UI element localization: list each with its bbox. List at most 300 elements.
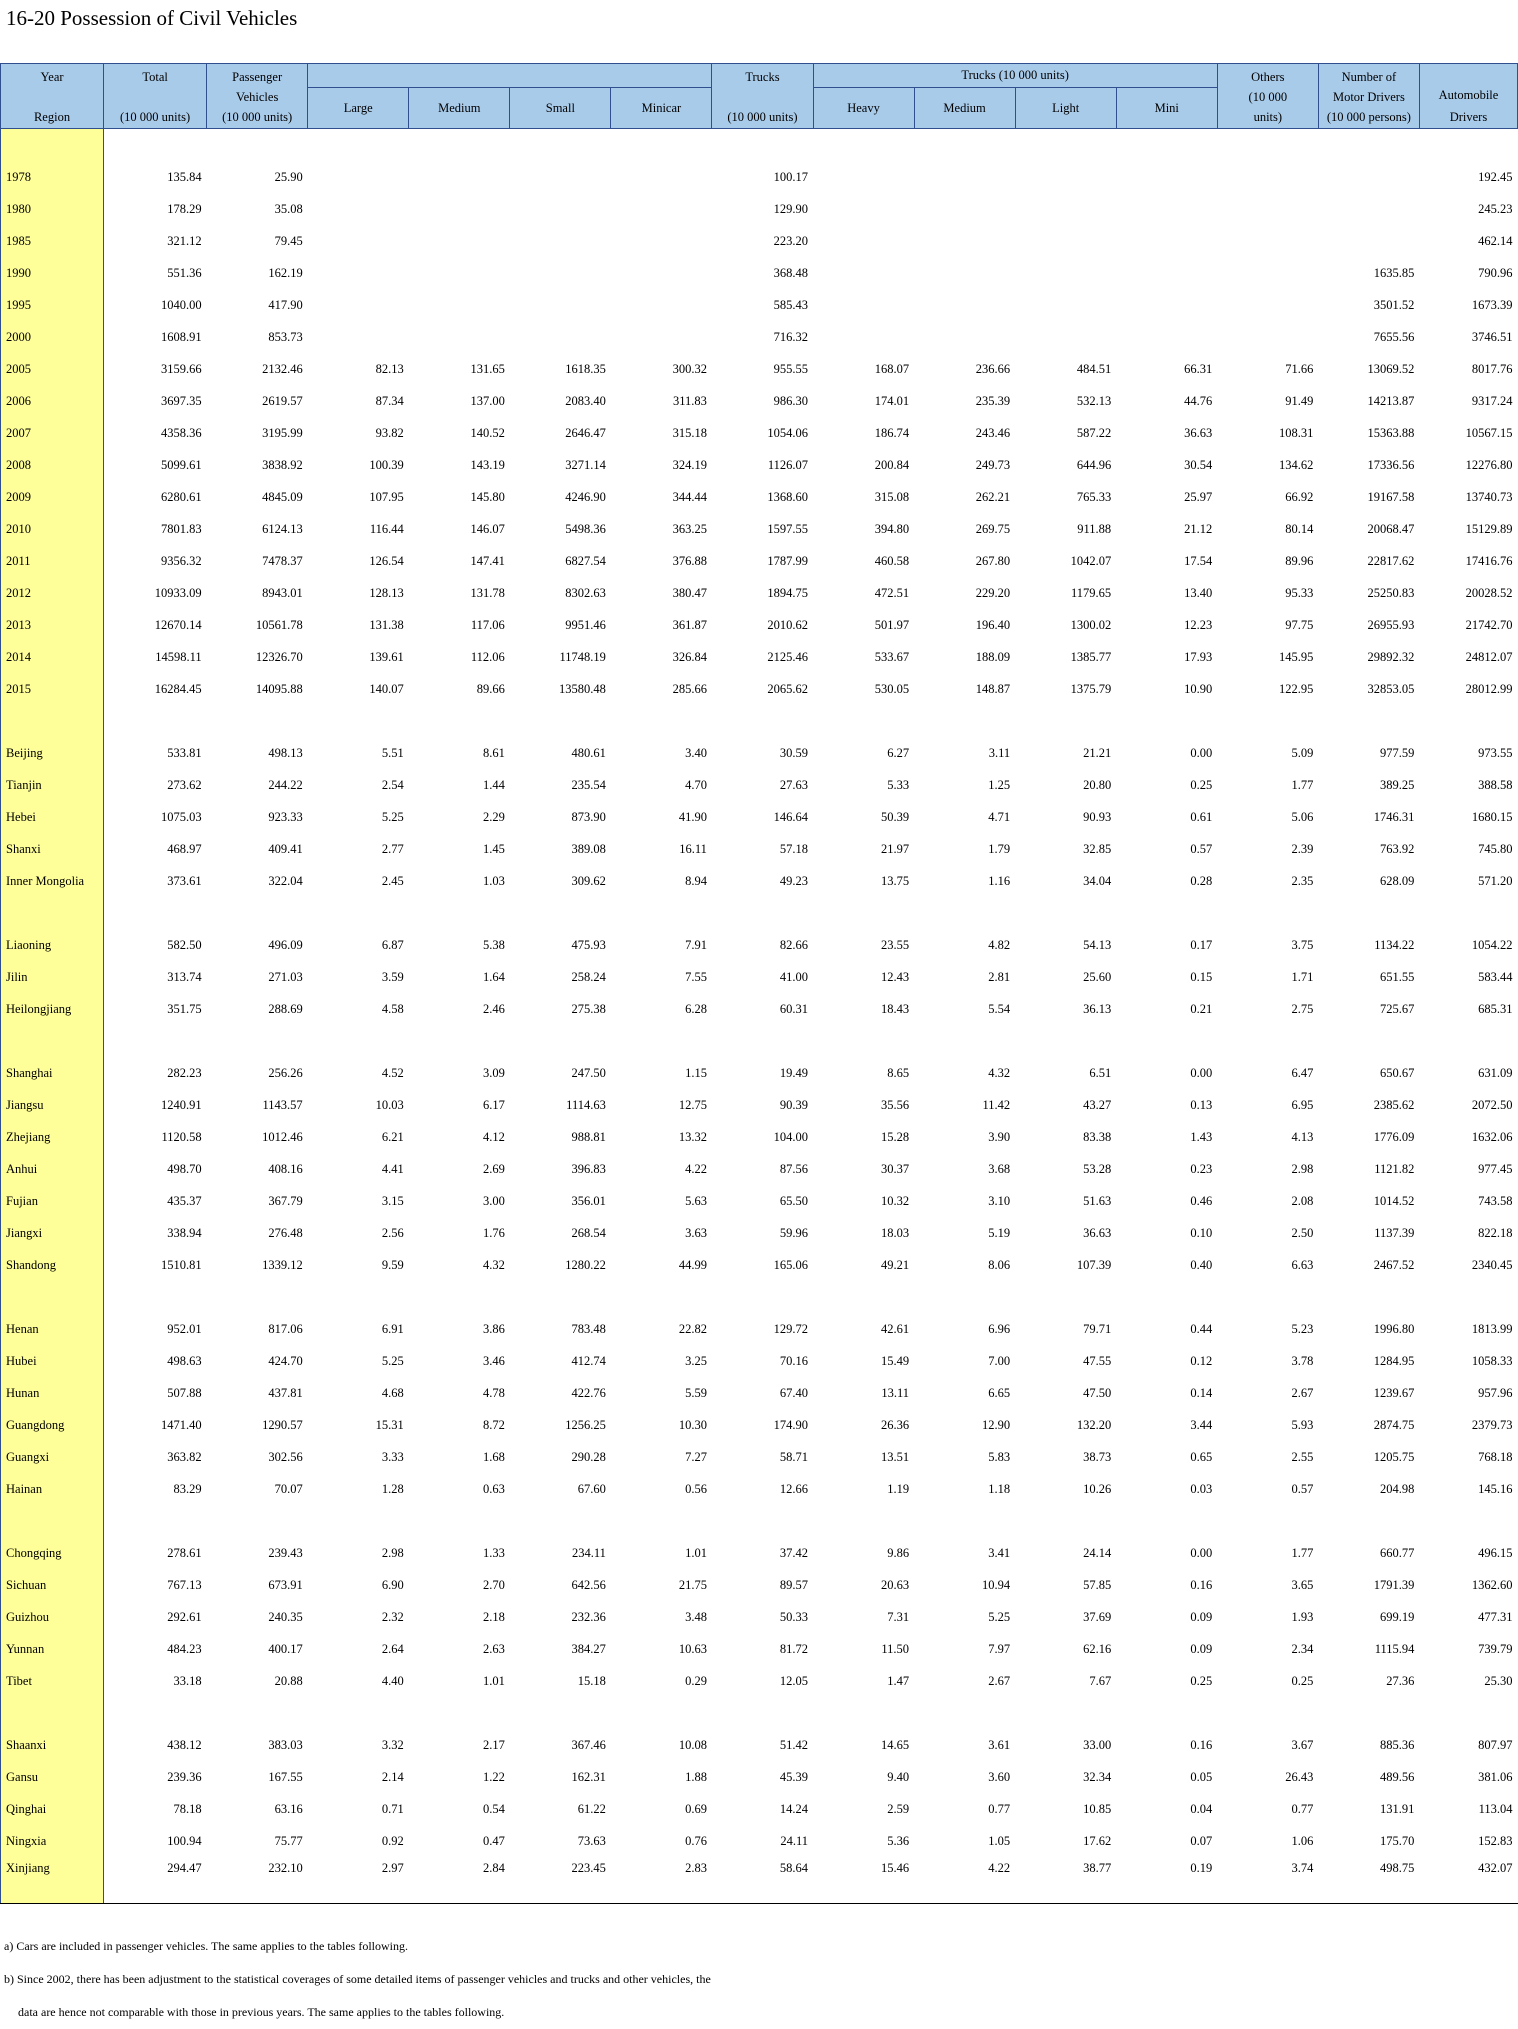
table-cell: 247.50 bbox=[571, 1065, 606, 1080]
table-cell: 338.94 bbox=[167, 1225, 202, 1240]
table-cell: 20.63 bbox=[880, 1577, 910, 1592]
table-cell bbox=[813, 321, 914, 353]
table-cell: 1.88 bbox=[685, 1769, 707, 1784]
table-cell: 20068.47 bbox=[1367, 521, 1415, 536]
table-cell: 3697.35 bbox=[161, 393, 202, 408]
table-cell: 1.28 bbox=[381, 1481, 404, 1496]
table-cell: 1.77 bbox=[1291, 1545, 1314, 1560]
table-cell: 80.14 bbox=[1285, 521, 1314, 536]
spacer-row bbox=[1, 1281, 1518, 1313]
table-row bbox=[1, 577, 1518, 609]
header-auto-drivers: Automobile Drivers bbox=[1419, 64, 1517, 129]
table-cell: 112.06 bbox=[470, 649, 505, 664]
table-cell: 15.31 bbox=[375, 1417, 404, 1432]
table-cell: 9.40 bbox=[887, 1769, 910, 1784]
table-cell bbox=[510, 225, 611, 257]
table-cell: 1.01 bbox=[482, 1673, 505, 1688]
table-cell: 6.27 bbox=[887, 745, 910, 760]
table-cell: 288.69 bbox=[268, 1001, 303, 1016]
table-cell: 1.25 bbox=[988, 777, 1011, 792]
table-cell: 13.11 bbox=[881, 1385, 910, 1400]
table-cell: 763.92 bbox=[1380, 841, 1415, 856]
table-cell: 50.33 bbox=[779, 1609, 808, 1624]
table-cell: 175.70 bbox=[1380, 1833, 1415, 1848]
table-cell: 5.38 bbox=[482, 937, 505, 952]
table-cell: 13.40 bbox=[1184, 585, 1213, 600]
table-cell: 51.63 bbox=[1083, 1193, 1112, 1208]
table-cell: 1042.07 bbox=[1070, 553, 1112, 568]
table-cell: 408.16 bbox=[268, 1161, 303, 1176]
table-cell: 67.60 bbox=[577, 1481, 606, 1496]
table-cell: 530.05 bbox=[874, 681, 910, 696]
header-passenger-blank bbox=[308, 64, 712, 88]
table-cell: 1339.12 bbox=[262, 1257, 303, 1272]
row-label: 2009 bbox=[1, 481, 104, 513]
table-cell: 6827.54 bbox=[565, 553, 606, 568]
table-cell: 2.98 bbox=[1291, 1161, 1314, 1176]
table-cell bbox=[914, 257, 1015, 289]
table-cell: 26.43 bbox=[1285, 1769, 1314, 1784]
row-label: 2005 bbox=[1, 353, 104, 385]
table-cell: 0.47 bbox=[482, 1833, 505, 1848]
table-cell: 5.93 bbox=[1291, 1417, 1314, 1432]
table-cell: 87.34 bbox=[375, 393, 404, 408]
table-cell: 1114.63 bbox=[566, 1097, 606, 1112]
table-cell: 108.31 bbox=[1278, 425, 1314, 440]
table-cell: 383.03 bbox=[268, 1737, 303, 1752]
table-cell: 322.04 bbox=[268, 873, 303, 888]
table-cell: 300.32 bbox=[672, 361, 707, 376]
table-cell: 87.56 bbox=[779, 1161, 808, 1176]
table-cell: 152.83 bbox=[1478, 1833, 1513, 1848]
table-cell bbox=[1015, 321, 1116, 353]
header-small: Small bbox=[510, 88, 611, 129]
table-cell: 1362.60 bbox=[1471, 1577, 1513, 1592]
table-cell bbox=[914, 161, 1015, 193]
table-cell: 2.32 bbox=[381, 1609, 404, 1624]
table-cell: 51.42 bbox=[779, 1737, 808, 1752]
table-cell: 2.67 bbox=[988, 1673, 1011, 1688]
table-cell: 1.06 bbox=[1291, 1833, 1314, 1848]
table-cell: 28012.99 bbox=[1465, 681, 1513, 696]
table-cell: 239.36 bbox=[167, 1769, 202, 1784]
table-cell: 2.98 bbox=[381, 1545, 404, 1560]
table-cell: 0.13 bbox=[1190, 1097, 1213, 1112]
table-row bbox=[1, 929, 1518, 961]
table-cell: 38.73 bbox=[1083, 1449, 1112, 1464]
table-cell bbox=[1116, 257, 1217, 289]
table-cell: 2467.52 bbox=[1373, 1257, 1415, 1272]
table-cell: 1.33 bbox=[482, 1545, 505, 1560]
table-cell: 73.63 bbox=[577, 1833, 606, 1848]
table-row bbox=[1, 1601, 1518, 1633]
table-cell: 2.59 bbox=[887, 1801, 910, 1816]
table-cell: 3746.51 bbox=[1471, 329, 1513, 344]
table-cell: 122.95 bbox=[1278, 681, 1314, 696]
table-cell: 278.61 bbox=[167, 1545, 202, 1560]
table-cell: 0.05 bbox=[1190, 1769, 1213, 1784]
table-cell: 7.91 bbox=[685, 937, 707, 952]
table-cell: 107.95 bbox=[369, 489, 404, 504]
table-cell: 642.56 bbox=[571, 1577, 606, 1592]
row-label: Heilongjiang bbox=[1, 993, 104, 1025]
table-cell bbox=[409, 289, 510, 321]
table-cell bbox=[1217, 225, 1318, 257]
spacer-row bbox=[1, 897, 1518, 929]
table-cell bbox=[308, 321, 409, 353]
table-cell: 0.76 bbox=[685, 1833, 707, 1848]
table-cell: 3271.14 bbox=[565, 457, 606, 472]
table-cell: 0.61 bbox=[1190, 809, 1213, 824]
table-cell: 7.67 bbox=[1089, 1673, 1112, 1688]
table-cell: 309.62 bbox=[571, 873, 606, 888]
table-row bbox=[1, 161, 1518, 193]
table-cell: 1471.40 bbox=[161, 1417, 202, 1432]
table-cell: 57.18 bbox=[779, 841, 808, 856]
table-cell: 0.07 bbox=[1190, 1833, 1213, 1848]
table-cell: 1680.15 bbox=[1471, 809, 1513, 824]
table-cell: 5.33 bbox=[887, 777, 910, 792]
table-cell: 24.11 bbox=[780, 1833, 808, 1848]
table-cell: 783.48 bbox=[571, 1321, 606, 1336]
table-row bbox=[1, 545, 1518, 577]
table-cell: 1.22 bbox=[482, 1769, 505, 1784]
table-cell: 13740.73 bbox=[1465, 489, 1513, 504]
table-cell: 1.64 bbox=[482, 969, 505, 984]
table-cell: 12.75 bbox=[678, 1097, 707, 1112]
table-cell: 7.27 bbox=[685, 1449, 707, 1464]
table-cell: 83.29 bbox=[173, 1481, 202, 1496]
table-cell: 140.52 bbox=[470, 425, 505, 440]
table-cell bbox=[1116, 225, 1217, 257]
table-cell: 82.66 bbox=[779, 937, 808, 952]
table-cell: 1040.00 bbox=[161, 297, 202, 312]
table-cell: 739.79 bbox=[1478, 1641, 1513, 1656]
table-cell: 89.66 bbox=[476, 681, 505, 696]
table-cell bbox=[1015, 257, 1116, 289]
table-cell: 2.81 bbox=[988, 969, 1011, 984]
table-cell: 743.58 bbox=[1478, 1193, 1513, 1208]
table-row bbox=[1, 1793, 1518, 1825]
table-cell: 178.29 bbox=[167, 201, 202, 216]
table-cell: 363.82 bbox=[167, 1449, 202, 1464]
table-cell: 90.93 bbox=[1083, 809, 1112, 824]
table-row bbox=[1, 385, 1518, 417]
table-cell: 49.21 bbox=[880, 1257, 910, 1272]
table-cell: 47.50 bbox=[1083, 1385, 1112, 1400]
table-cell: 7.31 bbox=[887, 1609, 910, 1624]
row-label: Jiangxi bbox=[1, 1217, 104, 1249]
table-cell: 10.63 bbox=[678, 1641, 707, 1656]
row-label: Beijing bbox=[1, 737, 104, 769]
header-trucks: Trucks (10 000 units) bbox=[712, 64, 813, 129]
table-cell: 4.58 bbox=[381, 1001, 404, 1016]
table-cell: 235.39 bbox=[975, 393, 1011, 408]
table-cell: 167.55 bbox=[268, 1769, 303, 1784]
table-row bbox=[1, 673, 1518, 705]
row-label: 2014 bbox=[1, 641, 104, 673]
table-row bbox=[1, 1825, 1518, 1857]
table-cell: 129.72 bbox=[773, 1321, 808, 1336]
table-cell: 496.15 bbox=[1478, 1545, 1513, 1560]
table-cell: 15363.88 bbox=[1367, 425, 1415, 440]
table-cell: 351.75 bbox=[167, 1001, 202, 1016]
header-passenger: Passenger Vehicles (10 000 units) bbox=[207, 64, 308, 129]
table-cell: 15.49 bbox=[880, 1353, 910, 1368]
table-cell: 27.36 bbox=[1386, 1673, 1415, 1688]
table-cell: 131.65 bbox=[470, 361, 505, 376]
row-label: Chongqing bbox=[1, 1537, 104, 1569]
table-cell: 146.64 bbox=[773, 809, 808, 824]
table-cell: 4.82 bbox=[988, 937, 1011, 952]
table-cell bbox=[1217, 161, 1318, 193]
table-cell: 437.81 bbox=[268, 1385, 303, 1400]
table-cell: 0.00 bbox=[1190, 1065, 1213, 1080]
table-cell: 15129.89 bbox=[1465, 521, 1513, 536]
table-cell: 3.67 bbox=[1291, 1737, 1314, 1752]
table-cell: 36.13 bbox=[1083, 1001, 1112, 1016]
table-cell: 78.18 bbox=[173, 1801, 202, 1816]
table-cell: 0.40 bbox=[1190, 1257, 1213, 1272]
table-cell: 2.54 bbox=[381, 777, 404, 792]
table-cell: 2379.73 bbox=[1471, 1417, 1513, 1432]
table-cell: 2.39 bbox=[1291, 841, 1314, 856]
table-cell: 5.23 bbox=[1291, 1321, 1314, 1336]
table-row bbox=[1, 1633, 1518, 1665]
table-cell: 4.70 bbox=[685, 777, 707, 792]
table-row bbox=[1, 1665, 1518, 1697]
row-label: Inner Mongolia bbox=[1, 865, 104, 897]
table-cell: 4246.90 bbox=[565, 489, 606, 504]
row-label: Jilin bbox=[1, 961, 104, 993]
table-row bbox=[1, 609, 1518, 641]
table-cell bbox=[611, 321, 712, 353]
table-cell: 13.32 bbox=[678, 1129, 707, 1144]
table-cell: 32.85 bbox=[1083, 841, 1112, 856]
table-cell: 361.87 bbox=[672, 617, 707, 632]
table-cell: 2646.47 bbox=[565, 425, 606, 440]
table-cell: 3.65 bbox=[1291, 1577, 1314, 1592]
table-cell: 41.90 bbox=[678, 809, 707, 824]
table-cell: 911.88 bbox=[1077, 521, 1112, 536]
table-cell: 438.12 bbox=[167, 1737, 202, 1752]
table-cell: 807.97 bbox=[1478, 1737, 1513, 1752]
table-cell: 376.88 bbox=[672, 553, 707, 568]
table-cell bbox=[813, 225, 914, 257]
table-row bbox=[1, 1089, 1518, 1121]
table-cell: 2.70 bbox=[482, 1577, 505, 1592]
table-cell: 767.13 bbox=[167, 1577, 202, 1592]
table-cell: 0.44 bbox=[1190, 1321, 1213, 1336]
table-cell bbox=[1015, 193, 1116, 225]
table-cell: 2065.62 bbox=[767, 681, 808, 696]
table-cell: 2.63 bbox=[482, 1641, 505, 1656]
table-cell: 4.12 bbox=[482, 1129, 505, 1144]
table-cell: 240.35 bbox=[268, 1609, 303, 1624]
table-cell: 83.38 bbox=[1083, 1129, 1112, 1144]
table-cell: 324.19 bbox=[672, 457, 707, 472]
row-label: 1985 bbox=[1, 225, 104, 257]
table-cell bbox=[1217, 193, 1318, 225]
table-cell: 95.33 bbox=[1285, 585, 1314, 600]
table-cell: 9356.32 bbox=[161, 553, 202, 568]
table-cell: 20.88 bbox=[274, 1673, 303, 1688]
table-cell: 4358.36 bbox=[161, 425, 202, 440]
table-cell: 417.90 bbox=[268, 297, 303, 312]
table-cell: 1375.79 bbox=[1070, 681, 1112, 696]
table-cell: 1126.07 bbox=[767, 457, 808, 472]
table-cell: 66.31 bbox=[1184, 361, 1213, 376]
table-cell: 12.43 bbox=[880, 969, 910, 984]
table-cell: 2.14 bbox=[381, 1769, 404, 1784]
page-title: 16-20 Possession of Civil Vehicles bbox=[6, 6, 298, 30]
table-row bbox=[1, 1761, 1518, 1793]
table-cell: 232.10 bbox=[207, 1857, 308, 1904]
table-cell: 11.50 bbox=[881, 1641, 910, 1656]
table-cell: 13069.52 bbox=[1367, 361, 1415, 376]
table-cell: 12.05 bbox=[779, 1673, 808, 1688]
table-row bbox=[1, 833, 1518, 865]
table-row bbox=[1, 1441, 1518, 1473]
table-cell bbox=[308, 193, 409, 225]
table-cell: 7478.37 bbox=[262, 553, 303, 568]
table-row bbox=[1, 481, 1518, 513]
table-cell: 3195.99 bbox=[262, 425, 303, 440]
table-cell: 412.74 bbox=[571, 1353, 606, 1368]
row-label: 1995 bbox=[1, 289, 104, 321]
table-cell: 321.12 bbox=[167, 233, 202, 248]
table-cell: 50.39 bbox=[880, 809, 910, 824]
row-label: Hunan bbox=[1, 1377, 104, 1409]
table-cell: 2.56 bbox=[381, 1225, 404, 1240]
table-cell: 30.37 bbox=[880, 1161, 910, 1176]
table-cell: 480.61 bbox=[571, 745, 606, 760]
table-cell bbox=[409, 161, 510, 193]
table-cell: 30.59 bbox=[779, 745, 808, 760]
table-cell: 14.65 bbox=[880, 1737, 910, 1752]
table-cell: 685.31 bbox=[1478, 1001, 1513, 1016]
table-cell: 10.30 bbox=[678, 1417, 707, 1432]
table-cell: 6.87 bbox=[381, 937, 404, 952]
table-cell bbox=[1217, 289, 1318, 321]
table-cell: 0.15 bbox=[1190, 969, 1213, 984]
table-cell: 477.31 bbox=[1478, 1609, 1513, 1624]
row-label: Liaoning bbox=[1, 929, 104, 961]
table-cell bbox=[611, 289, 712, 321]
table-cell: 699.19 bbox=[1380, 1609, 1415, 1624]
table-cell: 36.63 bbox=[1184, 425, 1213, 440]
table-cell: 5.25 bbox=[988, 1609, 1011, 1624]
table-cell bbox=[1116, 193, 1217, 225]
table-cell: 57.85 bbox=[1083, 1577, 1112, 1592]
table-cell: 1179.65 bbox=[1071, 585, 1112, 600]
table-cell: 139.61 bbox=[369, 649, 404, 664]
table-cell bbox=[611, 193, 712, 225]
table-cell: 1.77 bbox=[1291, 777, 1314, 792]
table-cell: 36.63 bbox=[1083, 1225, 1112, 1240]
row-label: Sichuan bbox=[1, 1569, 104, 1601]
table-cell: 235.54 bbox=[571, 777, 606, 792]
footnotes bbox=[4, 1930, 711, 2029]
row-label: 2008 bbox=[1, 449, 104, 481]
table-cell: 62.16 bbox=[1083, 1641, 1112, 1656]
table-cell: 1.03 bbox=[482, 873, 505, 888]
table-cell: 14213.87 bbox=[1367, 393, 1415, 408]
table-cell: 822.18 bbox=[1478, 1225, 1513, 1240]
table-cell: 484.23 bbox=[167, 1641, 202, 1656]
table-cell bbox=[1318, 225, 1419, 257]
table-cell: 885.36 bbox=[1380, 1737, 1415, 1752]
table-cell: 3.11 bbox=[988, 745, 1011, 760]
table-cell: 18.43 bbox=[880, 1001, 910, 1016]
table-cell: 644.96 bbox=[1076, 457, 1112, 472]
table-cell: 745.80 bbox=[1478, 841, 1513, 856]
header-mini: Mini bbox=[1116, 88, 1217, 129]
table-cell: 1256.25 bbox=[565, 1417, 606, 1432]
table-cell: 0.56 bbox=[685, 1481, 707, 1496]
table-row bbox=[1, 1217, 1518, 1249]
table-cell: 21.97 bbox=[880, 841, 910, 856]
row-label: Anhui bbox=[1, 1153, 104, 1185]
table-cell: 14095.88 bbox=[255, 681, 303, 696]
table-cell: 13.51 bbox=[880, 1449, 910, 1464]
table-cell: 1791.39 bbox=[1373, 1577, 1415, 1592]
table-cell: 8.72 bbox=[482, 1417, 505, 1432]
table-cell: 2.08 bbox=[1291, 1193, 1314, 1208]
row-label: 2000 bbox=[1, 321, 104, 353]
table-cell: 5.09 bbox=[1291, 745, 1314, 760]
header-year-region bbox=[1, 64, 104, 129]
table-cell: 373.61 bbox=[167, 873, 202, 888]
table-cell: 75.77 bbox=[274, 1833, 303, 1848]
table-cell: 424.70 bbox=[268, 1353, 303, 1368]
table-cell bbox=[1015, 289, 1116, 321]
table-cell bbox=[611, 161, 712, 193]
table-cell: 1137.39 bbox=[1374, 1225, 1415, 1240]
table-cell: 1.15 bbox=[685, 1065, 707, 1080]
table-cell: 244.22 bbox=[268, 777, 303, 792]
row-label: 1978 bbox=[1, 161, 104, 193]
table-cell: 400.17 bbox=[268, 1641, 303, 1656]
table-cell: 6.95 bbox=[1291, 1097, 1314, 1112]
table-cell: 11748.19 bbox=[559, 649, 606, 664]
table-cell: 977.45 bbox=[1478, 1161, 1513, 1176]
table-cell: 200.84 bbox=[874, 457, 910, 472]
table-cell: 65.50 bbox=[779, 1193, 808, 1208]
table-cell: 0.25 bbox=[1190, 1673, 1213, 1688]
table-row bbox=[1, 417, 1518, 449]
table-cell: 21742.70 bbox=[1465, 617, 1513, 632]
table-cell: 12670.14 bbox=[154, 617, 202, 632]
table-row bbox=[1, 641, 1518, 673]
table-cell: 952.01 bbox=[167, 1321, 202, 1336]
table-cell: 97.75 bbox=[1285, 617, 1314, 632]
table-cell: 1120.58 bbox=[161, 1129, 202, 1144]
table-cell: 54.13 bbox=[1083, 937, 1112, 952]
table-cell: 6.90 bbox=[381, 1577, 404, 1592]
table-cell: 12.90 bbox=[982, 1417, 1011, 1432]
table-cell: 583.44 bbox=[1478, 969, 1513, 984]
table-row bbox=[1, 1857, 1518, 1904]
table-cell: 33.18 bbox=[173, 1673, 202, 1688]
header-year: Year bbox=[40, 69, 64, 84]
table-cell: 117.06 bbox=[470, 617, 505, 632]
table-cell: 1673.39 bbox=[1471, 297, 1513, 312]
table-cell: 0.54 bbox=[482, 1801, 505, 1816]
table-cell: 1.47 bbox=[887, 1673, 910, 1688]
header-drivers: Number of Motor Drivers (10 000 persons) bbox=[1318, 64, 1419, 129]
table-cell: 5.83 bbox=[988, 1449, 1011, 1464]
